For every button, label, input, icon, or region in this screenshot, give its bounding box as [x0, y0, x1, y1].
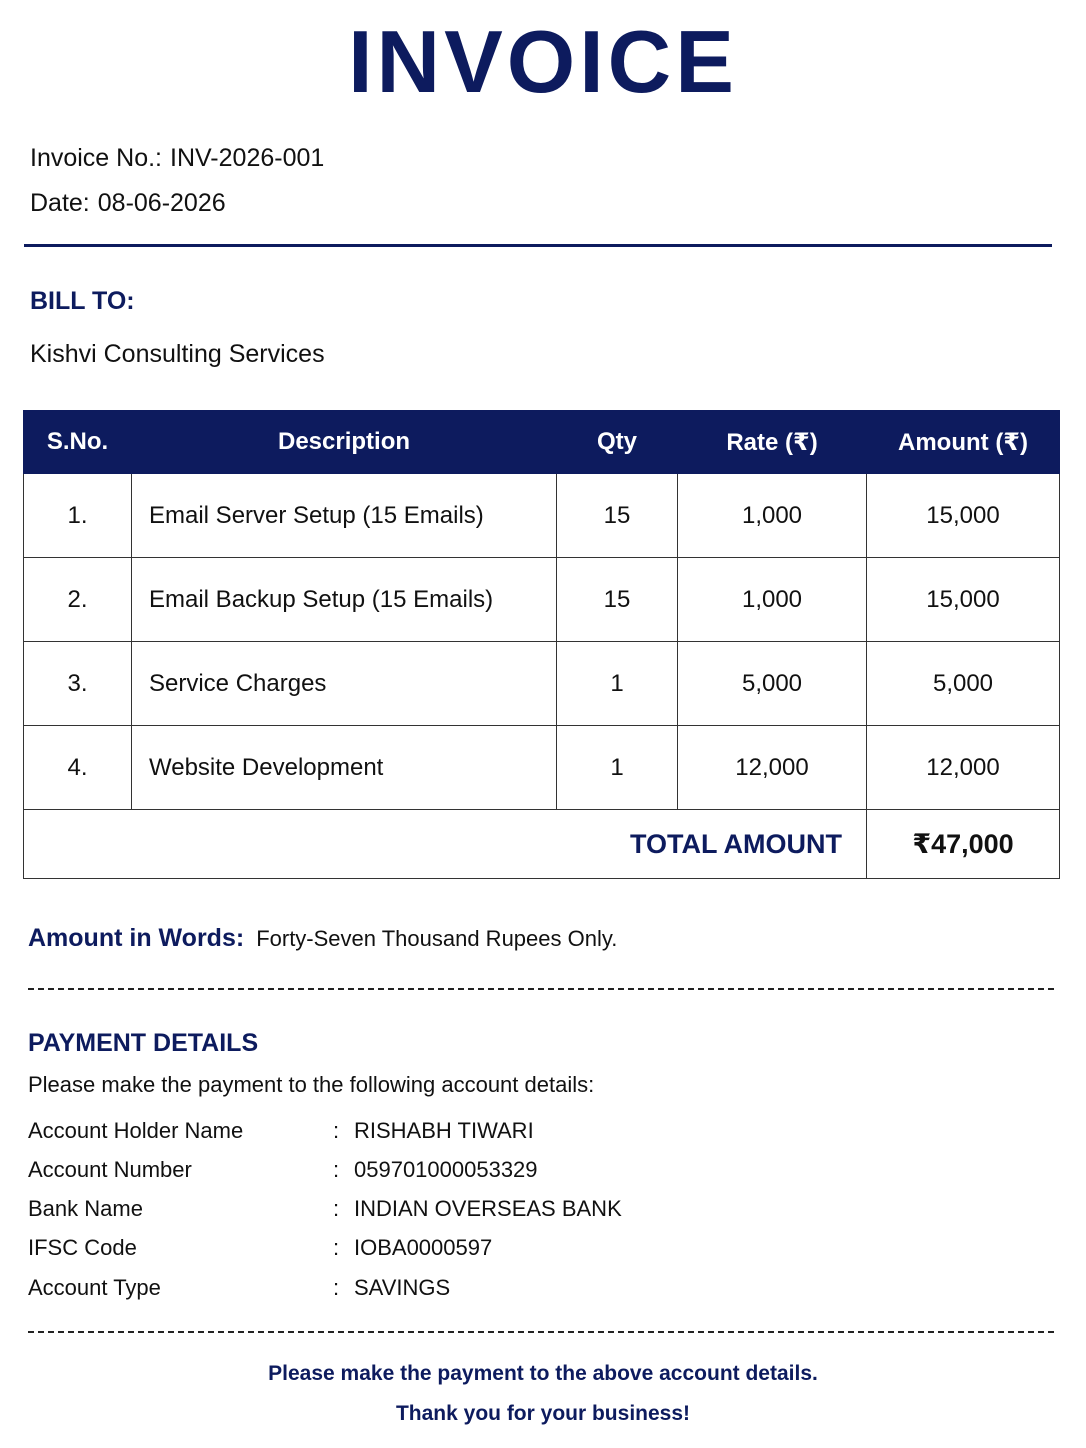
payment-intro: Please make the payment to the following account details:	[28, 1072, 595, 1097]
dashed-divider-bottom	[28, 1331, 1054, 1333]
footer-payment-note: Please make the payment to the above account details.	[268, 1362, 818, 1385]
cell-amount: 15,000	[867, 558, 1060, 642]
cell-description: Email Server Setup (15 Emails)	[132, 474, 557, 558]
invoice-date-line	[30, 191, 226, 216]
payment-field-separator: :	[333, 1235, 340, 1260]
payment-row-ifsc-code	[28, 1235, 928, 1265]
total-amount-value: ₹47,000	[867, 810, 1060, 879]
payment-field-value: RISHABH TIWARI	[354, 1118, 534, 1143]
cell-qty: 1	[557, 642, 678, 726]
payment-field-value: 059701000053329	[354, 1157, 538, 1182]
cell-description: Website Development	[132, 726, 557, 810]
payment-field-separator: :	[333, 1275, 340, 1300]
invoice-number-line	[30, 146, 324, 171]
invoice-title: INVOICE	[348, 12, 738, 111]
column-header-rate: Rate (₹)	[678, 411, 867, 474]
amount-in-words-label: Amount in Words:	[28, 924, 245, 952]
cell-sno: 2.	[24, 558, 132, 642]
table-row	[24, 558, 1060, 642]
payment-field-label: Account Number	[28, 1157, 192, 1182]
cell-description: Email Backup Setup (15 Emails)	[132, 558, 557, 642]
cell-rate: 5,000	[678, 642, 867, 726]
payment-row-account-type	[28, 1275, 928, 1305]
column-header-sno: S.No.	[24, 411, 132, 474]
payment-row-account-number	[28, 1157, 928, 1187]
cell-qty: 15	[557, 474, 678, 558]
column-header-description: Description	[132, 411, 557, 474]
total-amount-label: TOTAL AMOUNT	[24, 810, 867, 879]
payment-field-label: IFSC Code	[28, 1235, 137, 1260]
items-table	[23, 410, 1060, 879]
invoice-date-value: 08-06-2026	[97, 189, 226, 217]
cell-amount: 12,000	[867, 726, 1060, 810]
payment-field-separator: :	[333, 1118, 340, 1143]
payment-field-value: IOBA0000597	[354, 1235, 493, 1260]
invoice-number-label: Invoice No.:	[30, 144, 163, 172]
amount-in-words	[28, 924, 617, 953]
bill-to-heading: BILL TO:	[30, 287, 135, 315]
header-divider	[24, 244, 1052, 247]
payment-details-heading: PAYMENT DETAILS	[28, 1029, 259, 1057]
total-row	[24, 810, 1060, 879]
footer-thank-you: Thank you for your business!	[395, 1402, 691, 1425]
table-row	[24, 474, 1060, 558]
cell-rate: 1,000	[678, 558, 867, 642]
cell-sno: 1.	[24, 474, 132, 558]
column-header-amount: Amount (₹)	[867, 411, 1060, 474]
cell-qty: 1	[557, 726, 678, 810]
payment-field-separator: :	[333, 1196, 340, 1221]
table-row	[24, 642, 1060, 726]
table-row	[24, 726, 1060, 810]
cell-amount: 15,000	[867, 474, 1060, 558]
payment-field-separator: :	[333, 1157, 340, 1182]
bill-to-name: Kishvi Consulting Services	[30, 340, 325, 368]
cell-rate: 1,000	[678, 474, 867, 558]
payment-field-label: Account Holder Name	[28, 1118, 244, 1143]
column-header-qty: Qty	[557, 411, 678, 474]
cell-rate: 12,000	[678, 726, 867, 810]
payment-row-account-holder	[28, 1118, 928, 1148]
amount-in-words-value: Forty-Seven Thousand Rupees Only.	[256, 926, 618, 951]
cell-sno: 3.	[24, 642, 132, 726]
payment-field-label: Bank Name	[28, 1196, 143, 1221]
table-header-row	[24, 411, 1060, 474]
cell-qty: 15	[557, 558, 678, 642]
cell-amount: 5,000	[867, 642, 1060, 726]
invoice-number-value: INV-2026-001	[170, 144, 325, 172]
payment-field-value: SAVINGS	[354, 1275, 451, 1300]
payment-field-value: INDIAN OVERSEAS BANK	[354, 1196, 622, 1221]
payment-row-bank-name	[28, 1196, 928, 1226]
cell-sno: 4.	[24, 726, 132, 810]
payment-field-label: Account Type	[28, 1275, 161, 1300]
cell-description: Service Charges	[132, 642, 557, 726]
invoice-date-label: Date:	[30, 189, 90, 217]
dashed-divider-top	[28, 988, 1054, 990]
